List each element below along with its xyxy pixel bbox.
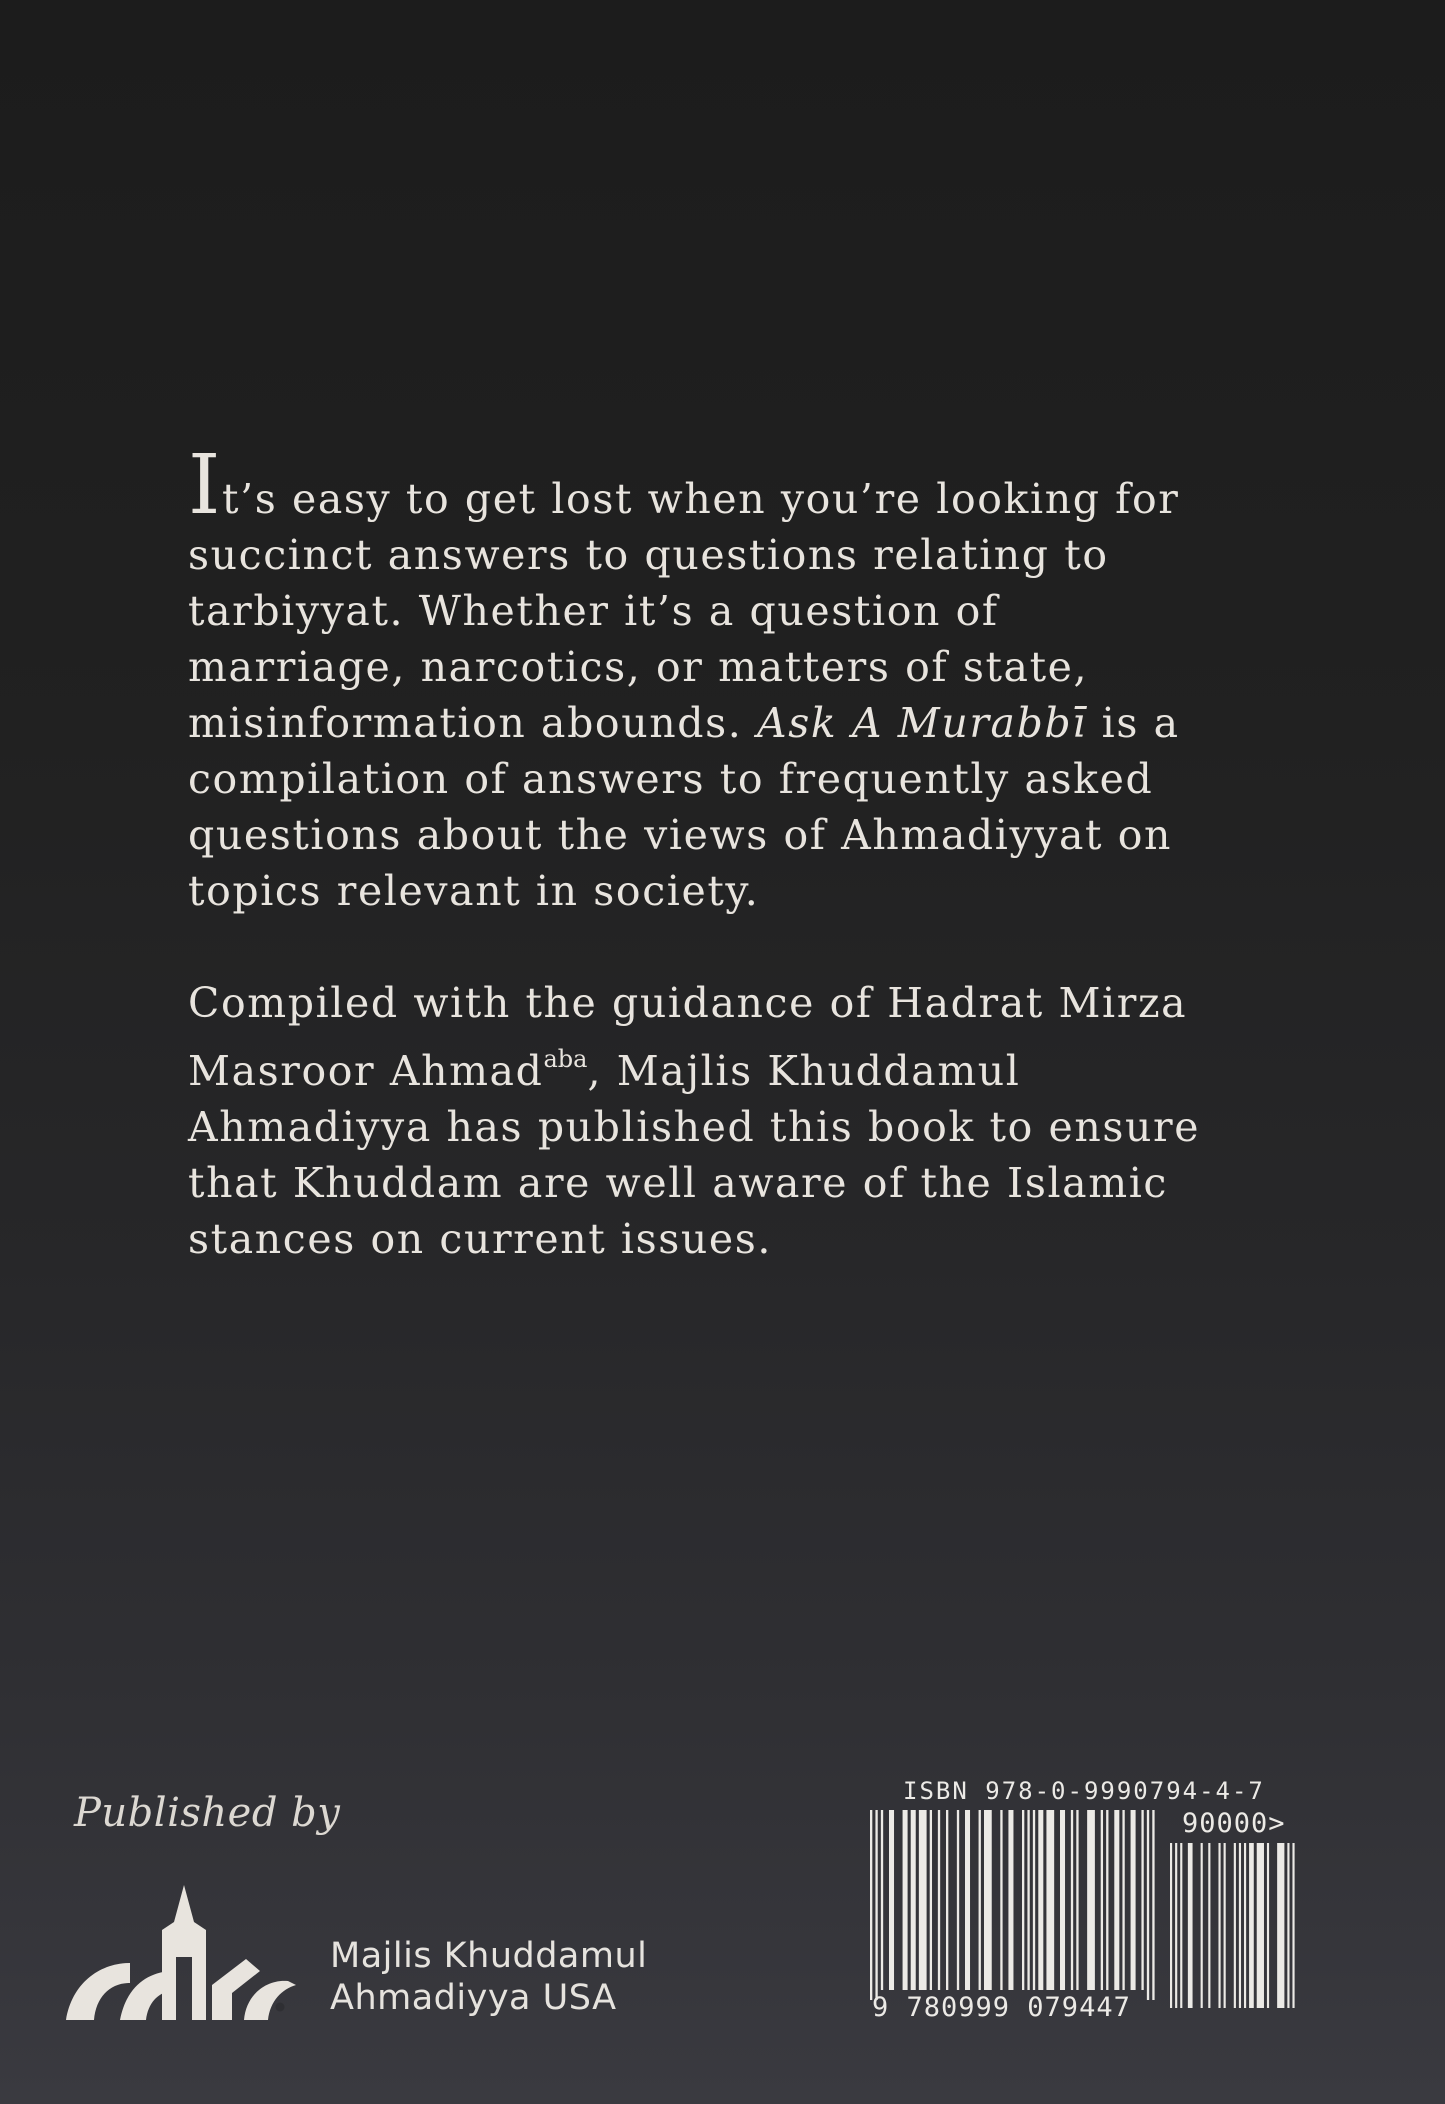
barcode-bar bbox=[1008, 1810, 1013, 1990]
barcode-bar bbox=[930, 1810, 932, 1990]
barcode-bar bbox=[1244, 1843, 1246, 2008]
barcode-bar bbox=[957, 1810, 959, 1990]
barcode-bar bbox=[1060, 1810, 1065, 1990]
isbn-barcode bbox=[870, 1810, 1155, 2000]
barcode-bar bbox=[1141, 1810, 1143, 1990]
barcode-bar bbox=[1170, 1843, 1172, 2008]
barcode-bar bbox=[919, 1810, 927, 1990]
barcode-bar bbox=[870, 1810, 872, 2000]
back-cover-blurb bbox=[188, 438, 1208, 1267]
price-addon-barcode bbox=[1170, 1843, 1295, 2008]
barcode-bar bbox=[1114, 1810, 1119, 1990]
blurb-p2-text-a: Compiled with the guidance of Hadrat Mirza Masroor Ahmad bbox=[188, 979, 1188, 1095]
barcode-bar bbox=[1180, 1843, 1182, 2008]
barcode-bar bbox=[1087, 1810, 1095, 1990]
drop-cap: I bbox=[188, 438, 222, 533]
barcode-bar bbox=[889, 1810, 894, 1990]
blurb-paragraph-1 bbox=[188, 438, 1208, 919]
barcode-bar bbox=[965, 1810, 970, 1990]
barcode-bar bbox=[1122, 1810, 1124, 1990]
barcode-bar bbox=[911, 1810, 916, 1990]
barcode-bar bbox=[1076, 1810, 1078, 1990]
blurb-p1-text-b: is a compilation of answers to frequently asked questions about the views of Ahmadiyyat on topics relevant in society. bbox=[188, 699, 1180, 915]
barcode-bar bbox=[1106, 1810, 1108, 1990]
blurb-p2-text-b: , Majlis Khuddamul Ahmadiyya has published this book to ensure that Khuddam are well aware of the Islamic stances on current issues. bbox=[188, 1047, 1201, 1263]
barcode-bar bbox=[1131, 1810, 1136, 1990]
barcode-bar bbox=[1071, 1810, 1073, 1990]
barcode-human-readable: 9 780999 079447 bbox=[872, 1992, 1131, 2023]
barcode-bar bbox=[1188, 1843, 1193, 2008]
barcode-bar bbox=[903, 1810, 908, 1990]
barcode-bar bbox=[1218, 1843, 1220, 2008]
publisher-name-line-1: Majlis Khuddamul bbox=[330, 1936, 648, 1976]
barcode-bar bbox=[1147, 1810, 1149, 2000]
mosque-minaret-logo-icon bbox=[66, 1885, 302, 2020]
barcode-bar bbox=[1152, 1810, 1154, 2000]
barcode-bar bbox=[1101, 1810, 1103, 1990]
barcode-bar bbox=[979, 1810, 981, 1990]
publisher-name bbox=[330, 1935, 647, 2019]
barcode-bar bbox=[875, 1810, 877, 2000]
barcode-bar bbox=[1277, 1843, 1284, 2008]
barcode-bar bbox=[1033, 1810, 1035, 1990]
barcode-bar bbox=[881, 1810, 883, 1990]
barcode-bar bbox=[1234, 1843, 1236, 2008]
barcode-bar bbox=[946, 1810, 948, 1990]
barcode-bar bbox=[1175, 1843, 1177, 2008]
book-title: Ask A Murabbī bbox=[756, 699, 1087, 747]
price-code-label: 90000> bbox=[1182, 1808, 1286, 1839]
isbn-label: ISBN 978-0-9990794-4-7 bbox=[903, 1777, 1265, 1805]
barcode-bar bbox=[1267, 1843, 1269, 2008]
blurb-paragraph-2 bbox=[188, 975, 1208, 1267]
barcode-bar bbox=[1038, 1810, 1043, 1990]
barcode-bar bbox=[1239, 1843, 1241, 2008]
publisher-name-line-2: Ahmadiyya USA bbox=[330, 1978, 617, 2018]
published-by-label: Published by bbox=[74, 1790, 341, 1836]
barcode-bar bbox=[1249, 1843, 1254, 2008]
barcode-bar bbox=[984, 1810, 992, 1990]
barcode-bar bbox=[1208, 1843, 1210, 2008]
barcode-bar bbox=[1027, 1810, 1029, 1990]
barcode-bar bbox=[1000, 1810, 1002, 1990]
barcode-bar bbox=[1046, 1810, 1054, 1990]
barcode-bar bbox=[1287, 1843, 1289, 2008]
barcode-bar bbox=[1292, 1843, 1294, 2008]
honorific-superscript: aba bbox=[543, 1045, 588, 1073]
barcode-bar bbox=[1224, 1843, 1226, 2008]
blurb-p1-text-a: t’s easy to get lost when you’re looking for succinct answers to questions relating to tarbiyyat. Whether it’s a question of marriage, narcotics, or matters of state, misinformation abounds. bbox=[188, 475, 1180, 747]
barcode-bar bbox=[1022, 1810, 1024, 1990]
barcode-bar bbox=[938, 1810, 940, 1990]
barcode-bar bbox=[1201, 1843, 1203, 2008]
barcode-bar bbox=[1257, 1843, 1264, 2008]
